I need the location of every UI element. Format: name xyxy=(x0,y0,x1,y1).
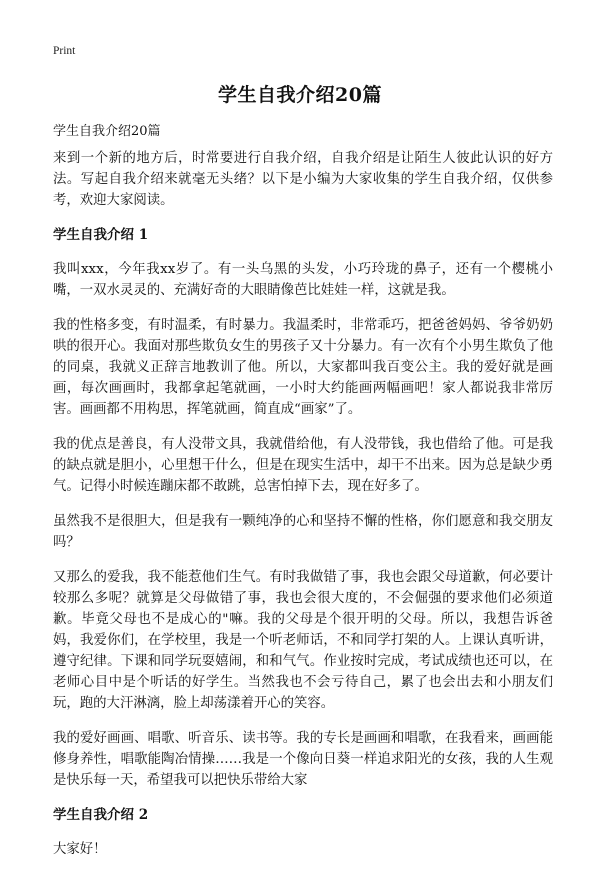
paragraph: 又那么的爱我，我不能惹他们生气。有时我做错了事，我也会跟父母道歉，何必要计较那么多呢？就算是父母做错了事，我也会很大度的，不会倔强的要求他们必须道歉。毕竟父母也不是成心的"嘛。我的父母是个很开明的父母。所以，我想告诉爸妈，我爱你们，在学校里，我是一个听老师话，不和同学打架的人。上课认真听讲，遵守纪律。下课和同学玩耍嬉闹，和和气气。作业按时完成，考试成绩也还可以，在老师心目中是个听话的好学生。当然我也不会亏待自己，累了也会出去和小朋友们玩，跑的大汗淋漓，脸上却荡漾着开心的笑容。 xyxy=(53,570,553,711)
intro-paragraph: 来到一个新的地方后，时常要进行自我介绍，自我介绍是让陌生人彼此认识的好方法。写起自我介绍来就毫无头绪？以下是小编为大家收集的学生自我介绍，仅供参考，欢迎大家阅读。 xyxy=(53,151,553,208)
paragraph: 虽然我不是很胆大，但是我有一颗纯净的心和坚持不懈的性格，你们愿意和我交朋友吗？ xyxy=(53,514,553,550)
section-heading: 学生自我介绍 1 xyxy=(53,227,149,243)
print-link[interactable]: Print xyxy=(53,45,76,57)
document-subtitle: 学生自我介绍20篇 xyxy=(53,124,161,139)
document-title: 学生自我介绍20篇 xyxy=(218,84,382,106)
paragraph: 我的优点是善良，有人没带文具，我就借给他，有人没带钱，我也借给了他。可是我的缺点就是胆小，心里想干什么，但是在现实生活中，却干不出来。因为总是缺少勇气。记得小时候连蹦床都不敢跳，总害怕掉下去，现在好多了。 xyxy=(53,437,553,494)
paragraph: 我的性格多变，有时温柔，有时暴力。我温柔时，非常乖巧，把爸爸妈妈、爷爷奶奶哄的很开心。我面对那些欺负女生的男孩子又十分暴力。有一次有个小男生欺负了他的同桌，我就义正辞言地教训了他。所以，大家都叫我百变公主。我的爱好就是画画，每次画画时，我都拿起笔就画，一小时大约能画两幅画吧！家人都说我非常厉害。画画都不用构思，挥笔就画，简直成“画家”了。 xyxy=(53,318,553,417)
paragraph: 大家好！ xyxy=(53,842,107,857)
paragraph: 我的爱好画画、唱歌、听音乐、读书等。我的专长是画画和唱歌，在我看来，画画能修身养性，唱歌能陶冶情操……我是一个像向日葵一样追求阳光的女孩，我的人生观是快乐每一天，希望我可以把快乐带给大家 xyxy=(53,731,553,788)
paragraph: 我叫xxx，今年我xx岁了。有一头乌黑的头发，小巧玲珑的鼻子，还有一个樱桃小嘴，一双水灵灵的、充满好奇的大眼睛像芭比娃娃一样，这就是我。 xyxy=(53,262,553,298)
section-heading: 学生自我介绍 2 xyxy=(53,807,149,823)
document-body xyxy=(53,148,553,874)
